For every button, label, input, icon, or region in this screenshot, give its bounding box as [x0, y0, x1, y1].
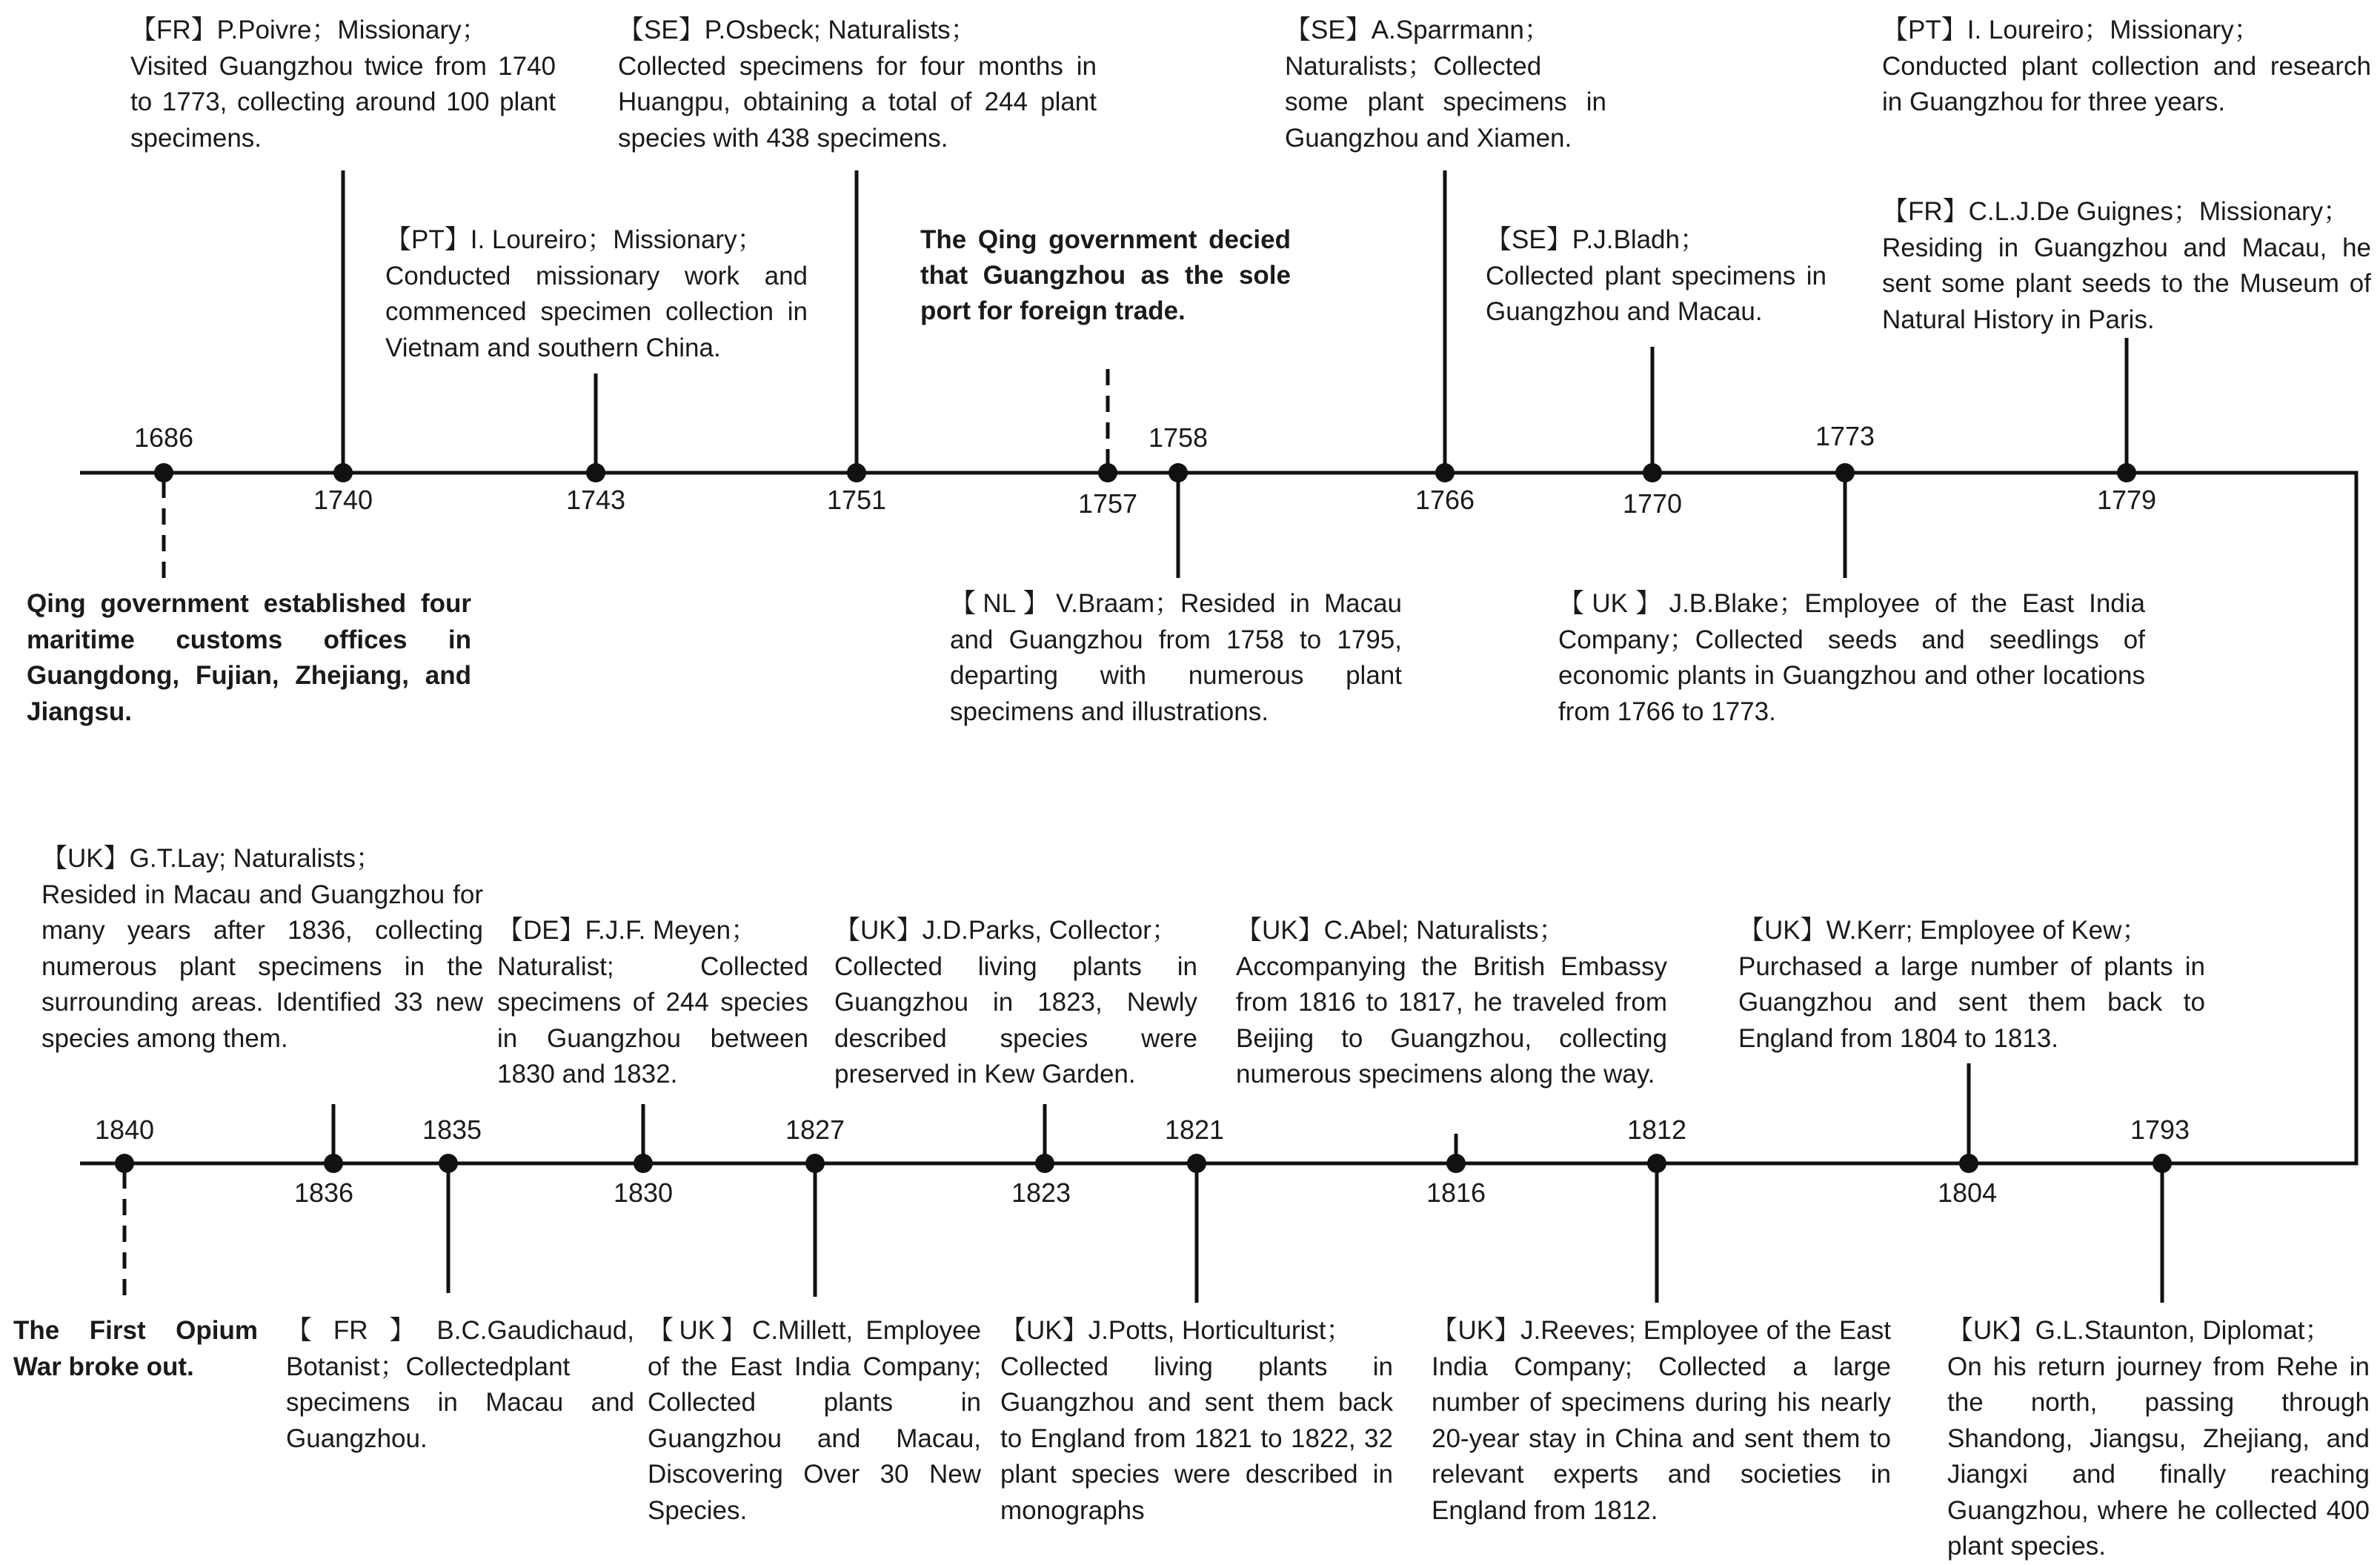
event-text: 【NL】V.Braam；Resided in Macau and Guangzhou from 1758 to 1795, departing with numerous plant specimens and illustrations.	[950, 589, 1402, 726]
year-label: 1827	[785, 1114, 845, 1145]
year-label: 1686	[133, 422, 194, 453]
year-label: 1823	[1011, 1177, 1071, 1208]
year-marker-dot	[333, 463, 353, 482]
year-label: 1743	[565, 485, 626, 515]
event-text: 【UK】J.Reeves; Employee of the East India Company; Collected a large number of specimens during his nearly 20-year stay in China and sent them to relevant experts and societies in England from 1812.	[1432, 1316, 1891, 1525]
event-text-highlight: Qing government established four maritime customs offices in Guangdong, Fujian, Zhejiang, and Jiangsu.	[27, 589, 471, 726]
event-text-highlight: The Qing government decied that Guangzhou as the sole port for foreign trade.	[920, 225, 1291, 325]
event-text: 【UK】J.B.Blake；Employee of the East India Company；Collected seeds and seedlings of economic plants in Guangzhou and other locations from 1766 to 1773.	[1558, 589, 2145, 726]
year-marker-dot	[1446, 1154, 1466, 1173]
year-marker-dot	[1187, 1154, 1206, 1173]
event-text: 【PT】I. Loureiro；Missionary； Conducted missionary work and commenced specimen collection in Vietnam and southern China.	[385, 225, 808, 362]
year-marker-dot	[847, 463, 866, 482]
year-marker-dot	[439, 1154, 458, 1173]
year-marker-dot	[154, 463, 173, 482]
event-text: 【UK】W.Kerr; Employee of Kew； Purchased a large number of plants in Guangzhou and sent them back to England from 1804 to 1813.	[1738, 916, 2205, 1053]
event-text: 【FR】B.C.Gaudichaud, Botanist；Collectedplant specimens in Macau and Guangzhou.	[286, 1316, 634, 1453]
year-marker-dot	[1959, 1154, 1978, 1173]
year-label: 1835	[422, 1114, 482, 1145]
event-text: 【UK】G.T.Lay; Naturalists； Resided in Macau and Guangzhou for many years after 1836, collecting numerous plant specimens in the surrounding areas. Identified 33 new species among them.	[41, 844, 483, 1053]
year-marker-dot	[1035, 1154, 1054, 1173]
year-marker-dot	[805, 1154, 825, 1173]
year-marker-dot	[324, 1154, 343, 1173]
event-text-highlight: The First Opium War broke out.	[13, 1316, 258, 1381]
event-text: 【DE】F.J.F. Meyen； Naturalist; Collected specimens of 244 species in Guangzhou between 1830 and 1832.	[497, 916, 808, 1089]
year-label: 1770	[1622, 488, 1683, 519]
year-marker-dot	[1643, 463, 1662, 482]
year-marker-dot	[1647, 1154, 1666, 1173]
year-label: 1830	[613, 1177, 674, 1208]
year-label: 1751	[826, 485, 887, 515]
year-marker-dot	[2117, 463, 2136, 482]
event-text: 【PT】I. Loureiro；Missionary； Conducted plant collection and research in Guangzhou for three years.	[1882, 16, 2371, 116]
year-label: 1779	[2096, 485, 2157, 515]
year-marker-dot	[1169, 463, 1188, 482]
year-marker-dot	[1098, 463, 1117, 482]
event-text: 【UK】C.Millett, Employee of the East India Company; Collected plants in Guangzhou and Macau, Discovering Over 30 New Species.	[648, 1316, 981, 1525]
year-label: 1836	[293, 1177, 354, 1208]
year-label: 1804	[1937, 1177, 1998, 1208]
event-text: 【SE】P.Osbeck; Naturalists； Collected specimens for four months in Huangpu, obtaining a total of 244 plant species with 438 specimens.	[618, 16, 1097, 153]
year-label: 1757	[1077, 488, 1138, 519]
year-label: 1793	[2130, 1114, 2190, 1145]
year-label: 1816	[1426, 1177, 1486, 1208]
year-label: 1840	[94, 1114, 155, 1145]
year-marker-dot	[2153, 1154, 2172, 1173]
year-marker-dot	[1835, 463, 1855, 482]
year-label: 1766	[1415, 485, 1475, 515]
event-text: 【SE】P.J.Bladh； Collected plant specimens in Guangzhou and Macau.	[1486, 225, 1826, 326]
year-label: 1773	[1815, 421, 1875, 451]
event-text: 【SE】A.Sparrmann； Naturalists；Collected some plant specimens in Guangzhou and Xiamen.	[1285, 16, 1606, 153]
event-text: 【UK】J.Potts, Horticulturist； Collected living plants in Guangzhou and sent them back to England from 1821 to 1822, 32 plant species were described in monographs	[1000, 1316, 1393, 1525]
year-marker-dot	[634, 1154, 653, 1173]
year-marker-dot	[586, 463, 605, 482]
year-label: 1821	[1164, 1114, 1225, 1145]
year-marker-dot	[115, 1154, 134, 1173]
event-text: 【FR】P.Poivre；Missionary； Visited Guangzhou twice from 1740 to 1773, collecting around 100 plant specimens.	[130, 16, 556, 153]
timeline-axis	[80, 473, 2356, 1163]
year-label: 1740	[313, 485, 373, 515]
event-text: 【UK】C.Abel; Naturalists； Accompanying the British Embassy from 1816 to 1817, he traveled from Beijing to Guangzhou, collecting numerous specimens along the way.	[1236, 916, 1667, 1089]
year-marker-dot	[1435, 463, 1455, 482]
event-text: 【FR】C.L.J.De Guignes；Missionary； Residing in Guangzhou and Macau, he sent some plant seeds to the Museum of Natural History in Paris.	[1882, 197, 2371, 334]
event-text: 【UK】G.L.Staunton, Diplomat； On his return journey from Rehe in the north, passing through Shandong, Jiangsu, Zhejiang, and Jiangxi and finally reaching Guangzhou, where he collected 400 plant species.	[1947, 1316, 2370, 1561]
event-text: 【UK】J.D.Parks, Collector； Collected living plants in Guangzhou in 1823, Newly described species were preserved in Kew Garden.	[834, 916, 1197, 1089]
bottom-timeline-markers	[115, 1063, 2172, 1304]
year-label: 1758	[1148, 422, 1209, 453]
year-label: 1812	[1626, 1114, 1687, 1145]
